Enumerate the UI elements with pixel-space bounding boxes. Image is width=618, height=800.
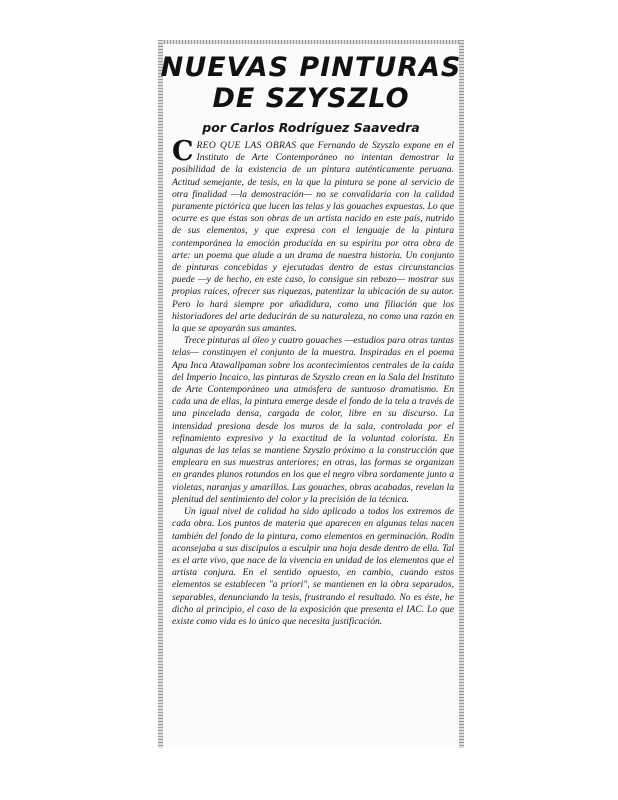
newspaper-clipping: [158, 40, 464, 748]
title-line-1: NUEVAS PINTURAS: [160, 52, 462, 83]
article-title: [158, 52, 464, 114]
paragraph-2: Trece pinturas al óleo y cuatro gouaches —estudios para otras tantas telas— constituyen el conjunto de la muestra. Inspiradas en el poema Apu Inca Atawallpaman sobre los acontecimientos centrales de la caída del Imperio Incaico, las pinturas de Szyszlo crean en la Sala del Instituto de Arte Contemporáneo una atmósfera de suntuoso dramatismo. En cada una de ellas, la pintura emerge desde el fondo de la tela a través de una pincelada densa, cargada de color, libre en su discurso. La intensidad presiona desde los muros de la sala, controlada por el refinamiento expresivo y la exactitud de la voluntad colorista. En algunas de las telas se mantiene Szyszlo próximo a la construcción que empleara en sus muestras anteriores; en otras, las formas se organizan en grandes planos rotundos en los que el negro vibra sordamente junto a violetas, naranjas y amarillos. Las gouaches, obras acabadas, revelan la plenitud del sentimiento del color y la precisión de la técnica.: [172, 335, 454, 505]
lead-in: REO QUE LAS OBRAS: [196, 140, 297, 151]
title-line-2: DE SZYSZLO: [212, 83, 410, 114]
left-border: [158, 40, 163, 748]
article-body: [172, 136, 454, 628]
drop-cap: C: [172, 136, 194, 167]
top-border: [158, 40, 464, 44]
paragraph-1-text: que Fernando de Szyszlo expone en el Instituto de Arte Contemporáneo no intentan demostrar la posibilidad de la existencia de un pintura auténticamente peruana. Actitud semejante, de tesis, en la que la pintura se pone al servicio de otra finalidad —la demostración— no se convalidaría con la calidad puramente pictórica que lucen las telas y las gouaches expuestas. Lo que ocurre es que éstas son obras de un artista nacido en este país, nutrido de sus elementos, y que expresa con el lenguaje de la pintura contemporánea la emoción producida en su espíritu por otra obra de arte: un poema que alude a un drama de nuestra historia. Un conjunto de pinturas concebidas y ejecutadas dentro de estas circunstancias puede —y de hecho, en este caso, lo consigue sin rebozo— mostrar sus propias raíces, ofrecer sus riquezas, patentizar la ubicación de su autor. Pero lo hará siempre por añadidura, como una filiación que los historiadores del arte deducirán de su naturaleza, no como una razón en la que se apoyarán sus amantes.: [172, 140, 454, 335]
paragraph-3: Un igual nivel de calidad ha sido aplicado a todos los extremos de cada obra. Los puntos de materia que aparecen en algunas telas nacen también del fondo de la pintura, como elementos en germinación. Rodin aconsejaba a sus discípulos a esculpir una hoja desde dentro de ella. Tal es el arte vivo, que nace de la vivencia en unidad de los elementos que el artista conjura. En el sentido opuesto, en cambio, cuando estos elementos se establecen "a priori", se mantienen en la obra separados, separables, denunciando la tesis, frustrando el resultado. No es éste, he dicho al principio, el caso de la exposición que presenta el IAC. Lo que existe como vida es lo único que necesita justificación.: [172, 506, 454, 627]
right-border: [459, 40, 464, 748]
paragraph-1: [172, 136, 454, 335]
article-byline: por Carlos Rodríguez Saavedra: [202, 120, 420, 135]
